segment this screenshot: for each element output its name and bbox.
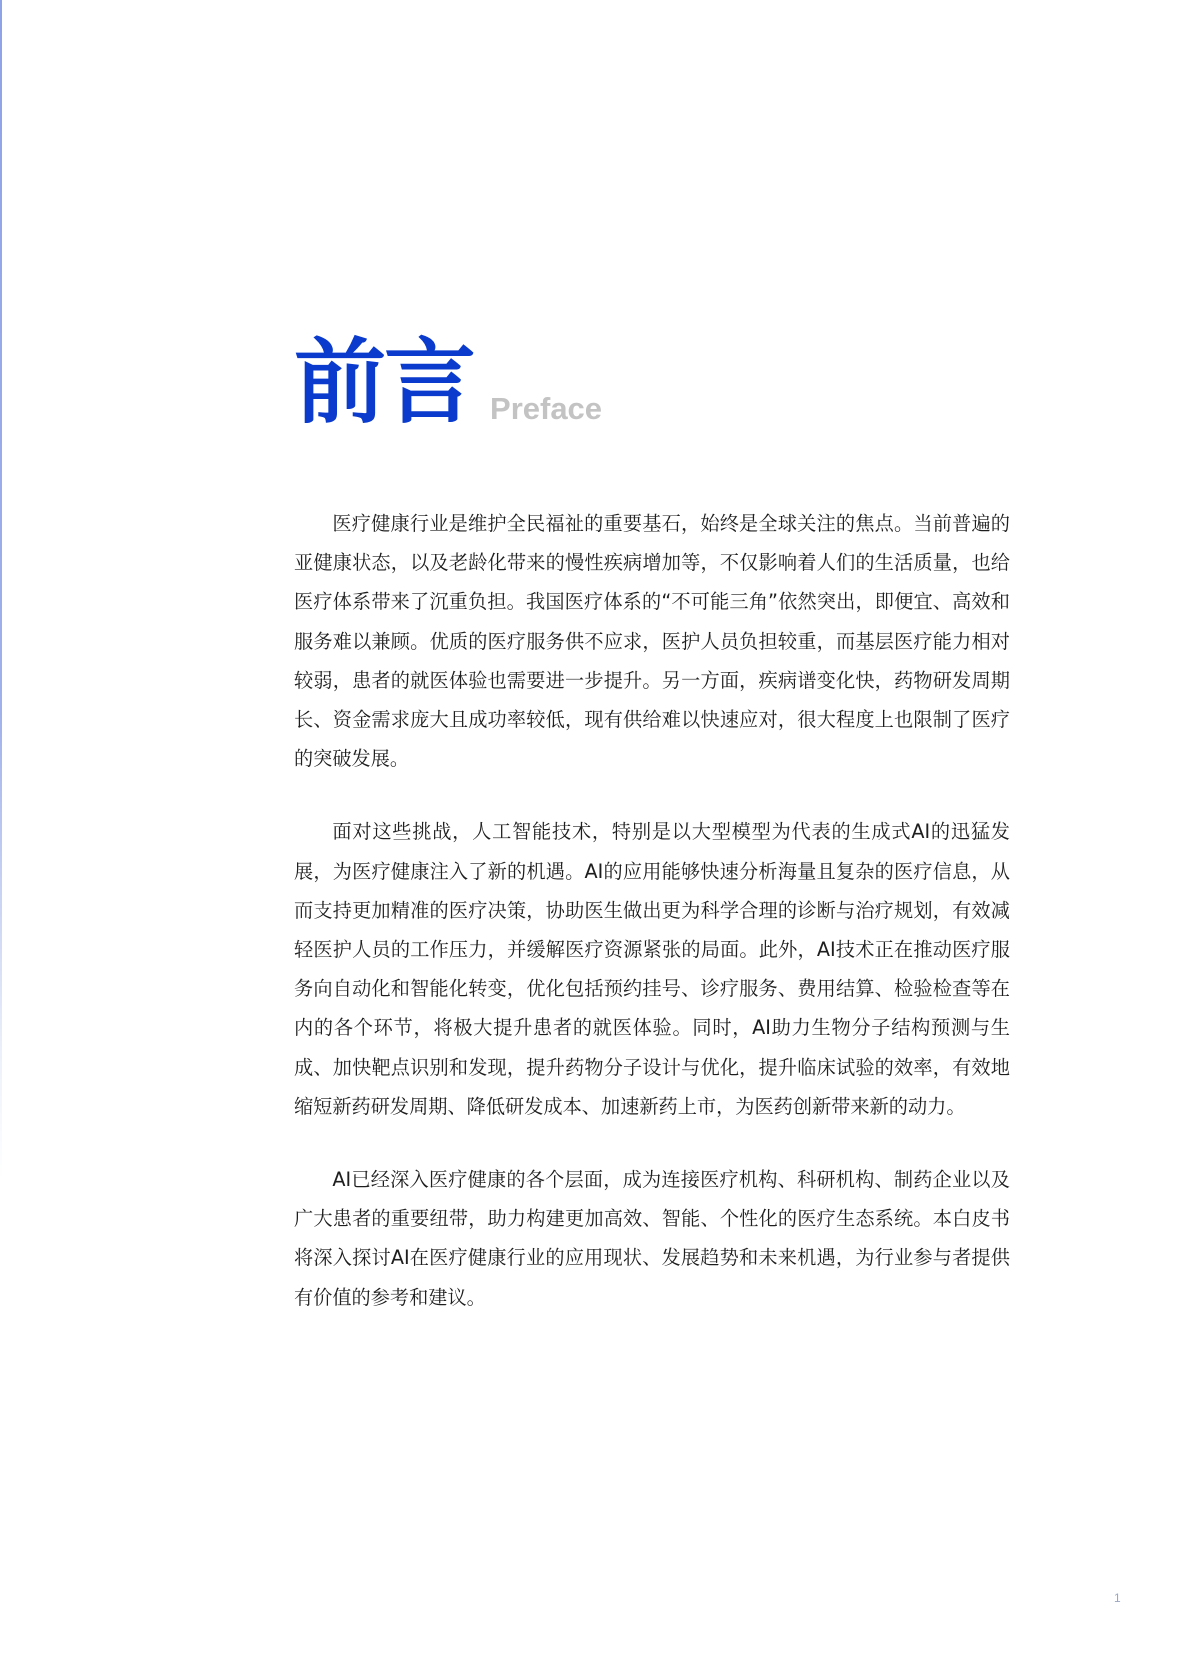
paragraph-3: AI已经深入医疗健康的各个层面，成为连接医疗机构、科研机构、制药企业以及广大患者的重要纽带，助力构建更加高效、智能、个性化的医疗生态系统。本白皮书将深入探讨AI在医疗健康行业的应用现状、发展趋势和未来机遇，为行业参与者提供有价值的参考和建议。 [294, 1168, 1010, 1309]
page-title [294, 318, 602, 438]
page-number: 1 [1114, 1591, 1121, 1605]
page-edge-line [0, 0, 2, 1180]
paragraph-1: 医疗健康行业是维护全民福祉的重要基石，始终是全球关注的焦点。当前普遍的亚健康状态，以及老龄化带来的慢性疾病增加等，不仅影响着人们的生活质量，也给医疗体系带来了沉重负担。我国医疗体系的“不可能三角”依然突出，即便宜、高效和服务难以兼顾。优质的医疗服务供不应求，医护人员负担较重，而基层医疗能力相对较弱，患者的就医体验也需要进一步提升。另一方面，疾病谱变化快，药物研发周期长、资金需求庞大且成功率较低，现有供给难以快速应对，很大程度上也限制了医疗的突破发展。 [294, 512, 1010, 771]
preface-body [294, 504, 1010, 1351]
title-english: Preface [490, 391, 603, 426]
title-chinese: 前言 [294, 329, 475, 436]
paragraph-2: 面对这些挑战，人工智能技术，特别是以大型模型为代表的生成式AI的迅猛发展，为医疗健康注入了新的机遇。AI的应用能够快速分析海量且复杂的医疗信息，从而支持更加精准的医疗决策，协助医生做出更为科学合理的诊断与治疗规划，有效减轻医护人员的工作压力，并缓解医疗资源紧张的局面。此外，AI技术正在推动医疗服务向自动化和智能化转变，优化包括预约挂号、诊疗服务、费用结算、检验检查等在内的各个环节，将极大提升患者的就医体验。同时，AI助力生物分子结构预测与生成、加快靶点识别和发现，提升药物分子设计与优化，提升临床试验的效率，有效地缩短新药研发周期、降低研发成本、加速新药上市，为医药创新带来新的动力。 [294, 820, 1010, 1118]
